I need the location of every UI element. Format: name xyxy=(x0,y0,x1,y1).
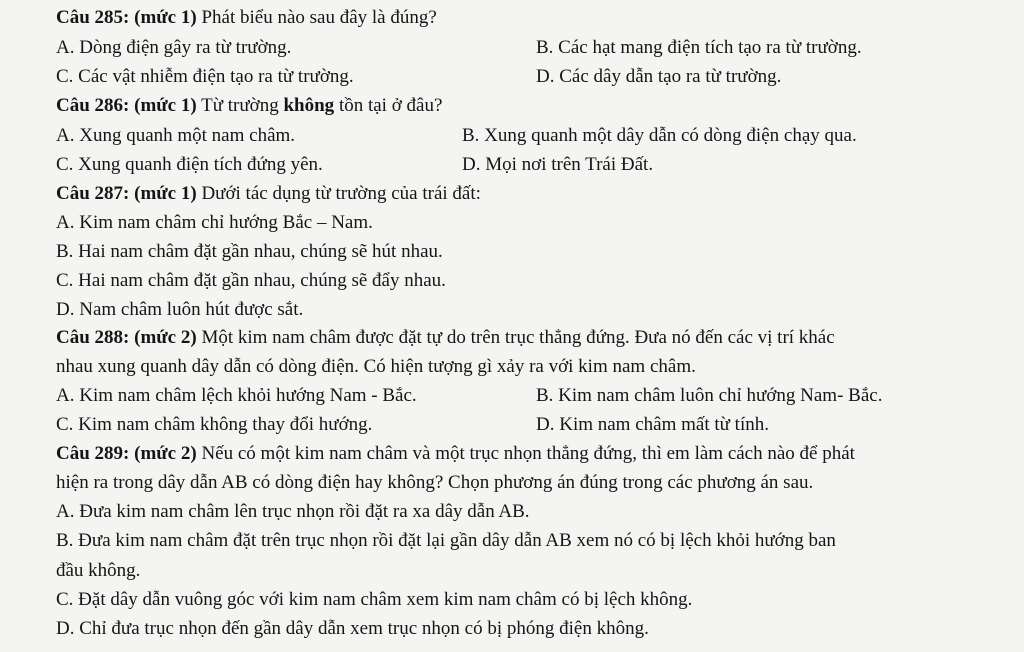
question-289-option-a: A. Đưa kim nam châm lên trục nhọn rồi đặt ra xa dây dẫn AB. xyxy=(56,501,530,522)
question-stem-emphasis: không xyxy=(283,95,335,116)
question-level: (mức 1) xyxy=(134,7,197,28)
question-number: Câu 288: xyxy=(56,327,130,348)
question-286-option-a: A. Xung quanh một nam châm. xyxy=(56,125,296,146)
question-stem-after: tồn tại ở đâu? xyxy=(338,95,443,116)
question-289-option-d: D. Chỉ đưa trục nhọn đến gần dây dẫn xem trục nhọn có bị phóng điện không. xyxy=(56,618,649,639)
question-285-option-a: A. Dòng điện gây ra từ trường. xyxy=(56,37,292,58)
question-stem: Phát biểu nào sau đây là đúng? xyxy=(201,7,437,28)
question-number: Câu 289: xyxy=(56,443,130,464)
question-287-heading xyxy=(56,182,481,206)
question-stem-before: Từ trường xyxy=(201,95,279,116)
question-stem: Dưới tác dụng từ trường của trái đất: xyxy=(201,183,481,204)
question-number: Câu 286: xyxy=(56,95,130,116)
question-285-option-b: B. Các hạt mang điện tích tạo ra từ trường. xyxy=(536,37,862,58)
question-287-option-a: A. Kim nam châm chỉ hướng Bắc – Nam. xyxy=(56,212,373,233)
question-number: Câu 287: xyxy=(56,183,130,204)
question-286-heading xyxy=(56,94,442,118)
question-stem-line1: Nếu có một kim nam châm và một trục nhọn thẳng đứng, thì em làm cách nào để phát xyxy=(201,443,855,464)
question-288-option-c: C. Kim nam châm không thay đổi hướng. xyxy=(56,414,373,435)
question-288-heading xyxy=(56,326,835,350)
question-285-heading xyxy=(56,6,437,30)
question-286-option-d: D. Mọi nơi trên Trái Đất. xyxy=(462,154,654,175)
question-level: (mức 1) xyxy=(134,183,197,204)
question-288-stem-line2: nhau xung quanh dây dẫn có dòng điện. Có hiện tượng gì xảy ra với kim nam châm. xyxy=(56,356,696,377)
question-stem-line1: Một kim nam châm được đặt tự do trên trục thẳng đứng. Đưa nó đến các vị trí khác xyxy=(201,327,835,348)
question-289-option-c: C. Đặt dây dẫn vuông góc với kim nam châm xem kim nam châm có bị lệch không. xyxy=(56,589,693,610)
question-289-option-b-line1: B. Đưa kim nam châm đặt trên trục nhọn rồi đặt lại gần dây dẫn AB xem nó có bị lệch khỏi hướng ban xyxy=(56,530,836,551)
question-287-option-c: C. Hai nam châm đặt gần nhau, chúng sẽ đẩy nhau. xyxy=(56,270,446,291)
question-286-option-b: B. Xung quanh một dây dẫn có dòng điện chạy qua. xyxy=(462,125,857,146)
question-level: (mức 2) xyxy=(134,327,197,348)
question-288-option-a: A. Kim nam châm lệch khỏi hướng Nam - Bắc. xyxy=(56,385,417,406)
question-287-option-d: D. Nam châm luôn hút được sắt. xyxy=(56,299,304,320)
question-289-heading xyxy=(56,442,855,466)
question-number: Câu 285: xyxy=(56,7,130,28)
question-285-option-d: D. Các dây dẫn tạo ra từ trường. xyxy=(536,66,782,87)
question-285-option-c: C. Các vật nhiễm điện tạo ra từ trường. xyxy=(56,66,354,87)
question-289-stem-line2: hiện ra trong dây dẫn AB có dòng điện hay không? Chọn phương án đúng trong các phương án sau. xyxy=(56,472,814,493)
question-289-option-b-line2: đầu không. xyxy=(56,560,141,581)
question-287-option-b: B. Hai nam châm đặt gần nhau, chúng sẽ hút nhau. xyxy=(56,241,443,262)
question-level: (mức 2) xyxy=(134,443,197,464)
question-286-option-c: C. Xung quanh điện tích đứng yên. xyxy=(56,154,323,175)
question-level: (mức 1) xyxy=(134,95,197,116)
question-288-option-d: D. Kim nam châm mất từ tính. xyxy=(536,414,769,435)
question-288-option-b: B. Kim nam châm luôn chỉ hướng Nam- Bắc. xyxy=(536,385,883,406)
